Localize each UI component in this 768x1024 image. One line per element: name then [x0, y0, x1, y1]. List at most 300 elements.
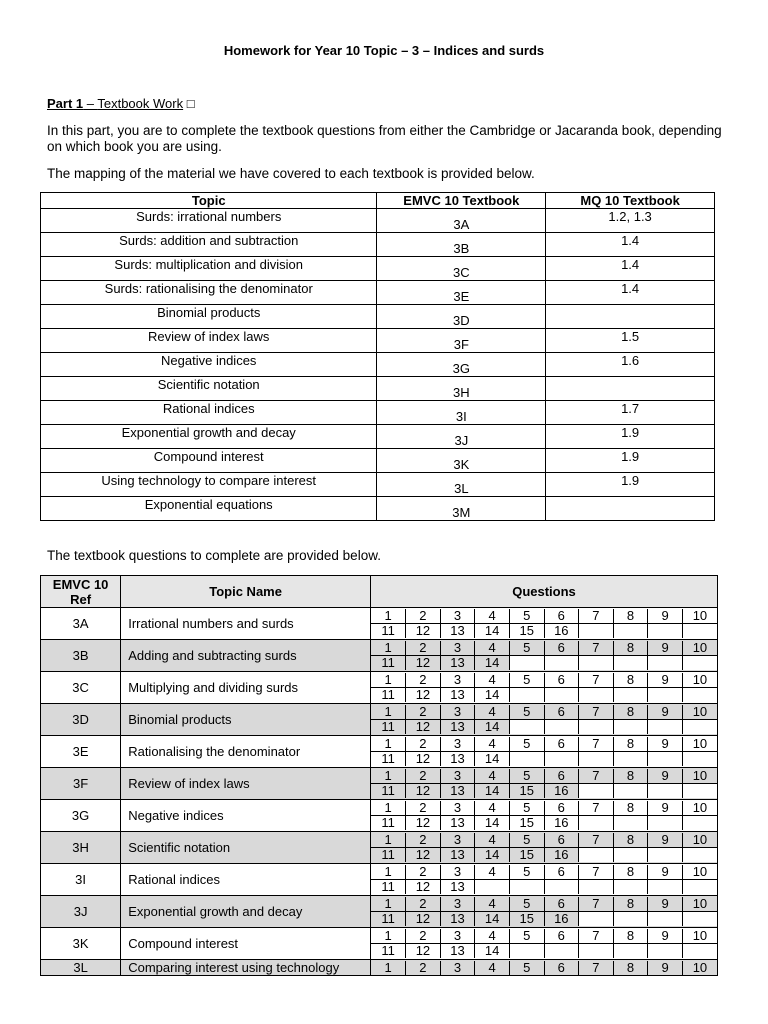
topic-name-cell: Binomial products — [121, 704, 371, 736]
question-number: 5 — [509, 929, 544, 944]
question-grid — [371, 897, 717, 926]
topic-name-cell: Adding and subtracting surds — [121, 640, 371, 672]
ref-cell: 3I — [41, 864, 121, 896]
question-number: 9 — [648, 673, 683, 688]
emvc-cell: 3C — [377, 257, 546, 281]
question-number: 5 — [509, 609, 544, 624]
question-line — [371, 801, 717, 816]
ref-cell: 3L — [41, 960, 121, 976]
mq-cell: 1.4 — [546, 281, 715, 305]
question-number: 6 — [544, 737, 579, 752]
topic-name-cell: Comparing interest using technology — [121, 960, 371, 976]
question-number: 13 — [440, 816, 475, 831]
mapping-row — [41, 449, 715, 473]
question-number — [682, 880, 717, 895]
question-number: 8 — [613, 833, 648, 848]
topic-name-cell: Review of index laws — [121, 768, 371, 800]
ref-cell: 3D — [41, 704, 121, 736]
question-number: 12 — [406, 752, 441, 767]
ref-cell: 3G — [41, 800, 121, 832]
mq-cell: 1.9 — [546, 425, 715, 449]
topic-name-cell: Negative indices — [121, 800, 371, 832]
question-number: 9 — [648, 865, 683, 880]
question-number: 11 — [371, 944, 406, 959]
mapping-row — [41, 425, 715, 449]
question-grid — [371, 737, 717, 766]
question-number: 10 — [682, 865, 717, 880]
question-number: 1 — [371, 801, 406, 816]
questions-row — [41, 832, 718, 864]
questions-row — [41, 608, 718, 640]
ref-cell: 3J — [41, 896, 121, 928]
questions-cell — [371, 864, 718, 896]
question-number: 11 — [371, 912, 406, 927]
question-number: 11 — [371, 720, 406, 735]
topic-cell: Review of index laws — [41, 329, 377, 353]
question-number: 10 — [682, 737, 717, 752]
question-number: 3 — [440, 737, 475, 752]
question-number: 4 — [475, 673, 510, 688]
question-number: 7 — [579, 865, 614, 880]
mq-cell — [546, 377, 715, 401]
question-number: 9 — [648, 705, 683, 720]
question-grid — [371, 641, 717, 670]
mq-cell: 1.6 — [546, 353, 715, 377]
header-ref: EMVC 10 Ref — [41, 576, 121, 608]
mapping-header-row — [41, 193, 715, 209]
question-number: 10 — [682, 801, 717, 816]
question-number: 5 — [509, 769, 544, 784]
question-number: 7 — [579, 737, 614, 752]
question-number: 14 — [475, 816, 510, 831]
question-number: 15 — [509, 784, 544, 799]
question-number — [579, 848, 614, 863]
question-number: 7 — [579, 961, 614, 975]
question-number: 1 — [371, 961, 406, 975]
ref-cell: 3K — [41, 928, 121, 960]
emvc-cell: 3A — [377, 209, 546, 233]
question-number: 10 — [682, 833, 717, 848]
question-number — [613, 784, 648, 799]
ref-cell: 3C — [41, 672, 121, 704]
question-line — [371, 641, 717, 656]
question-number: 9 — [648, 801, 683, 816]
question-number: 1 — [371, 769, 406, 784]
question-number — [613, 880, 648, 895]
topic-name-cell: Irrational numbers and surds — [121, 608, 371, 640]
question-number: 8 — [613, 673, 648, 688]
question-line — [371, 897, 717, 912]
question-number: 7 — [579, 833, 614, 848]
mapping-row — [41, 329, 715, 353]
question-number: 2 — [406, 865, 441, 880]
question-number: 16 — [544, 912, 579, 927]
question-number: 9 — [648, 609, 683, 624]
question-grid — [371, 961, 717, 975]
emvc-cell: 3F — [377, 329, 546, 353]
question-number — [648, 944, 683, 959]
questions-body — [41, 608, 718, 976]
question-number: 4 — [475, 961, 510, 975]
question-number — [682, 784, 717, 799]
ref-cell: 3H — [41, 832, 121, 864]
question-number: 8 — [613, 897, 648, 912]
question-number: 12 — [406, 624, 441, 639]
question-grid — [371, 929, 717, 958]
question-number — [648, 816, 683, 831]
question-line — [371, 609, 717, 624]
question-number — [544, 752, 579, 767]
question-number: 3 — [440, 897, 475, 912]
question-number — [648, 784, 683, 799]
question-number: 9 — [648, 769, 683, 784]
questions-cell — [371, 896, 718, 928]
topic-cell: Surds: irrational numbers — [41, 209, 377, 233]
question-number — [613, 752, 648, 767]
question-number: 2 — [406, 641, 441, 656]
question-number: 6 — [544, 833, 579, 848]
questions-row — [41, 864, 718, 896]
question-number: 11 — [371, 880, 406, 895]
question-number — [509, 720, 544, 735]
question-number: 8 — [613, 769, 648, 784]
questions-cell — [371, 640, 718, 672]
topic-name-cell: Rationalising the denominator — [121, 736, 371, 768]
question-line — [371, 673, 717, 688]
question-number: 11 — [371, 784, 406, 799]
questions-cell — [371, 928, 718, 960]
question-line — [371, 944, 717, 959]
question-number — [579, 752, 614, 767]
topic-name-cell: Compound interest — [121, 928, 371, 960]
question-number — [509, 656, 544, 671]
question-number: 2 — [406, 961, 441, 975]
question-number — [509, 880, 544, 895]
questions-row — [41, 640, 718, 672]
question-number — [682, 816, 717, 831]
question-number — [682, 656, 717, 671]
topic-cell: Surds: multiplication and division — [41, 257, 377, 281]
question-number — [544, 880, 579, 895]
question-number — [579, 784, 614, 799]
mq-cell: 1.2, 1.3 — [546, 209, 715, 233]
question-number — [579, 816, 614, 831]
question-number: 16 — [544, 624, 579, 639]
header-topic-name: Topic Name — [121, 576, 371, 608]
questions-cell — [371, 608, 718, 640]
question-number — [682, 848, 717, 863]
question-number: 5 — [509, 737, 544, 752]
question-number: 1 — [371, 673, 406, 688]
question-number: 14 — [475, 912, 510, 927]
question-grid — [371, 801, 717, 830]
question-number: 1 — [371, 897, 406, 912]
emvc-cell: 3M — [377, 497, 546, 521]
header-mq: MQ 10 Textbook — [546, 193, 715, 209]
question-number: 14 — [475, 784, 510, 799]
header-topic: Topic — [41, 193, 377, 209]
question-number — [613, 816, 648, 831]
question-number: 13 — [440, 784, 475, 799]
part-dash: – — [83, 96, 98, 111]
mapping-row — [41, 209, 715, 233]
question-number — [648, 624, 683, 639]
emvc-cell: 3E — [377, 281, 546, 305]
question-number: 15 — [509, 912, 544, 927]
topic-name-cell: Rational indices — [121, 864, 371, 896]
question-number: 13 — [440, 880, 475, 895]
question-line — [371, 961, 717, 975]
topic-name-cell: Multiplying and dividing surds — [121, 672, 371, 704]
mq-cell: 1.9 — [546, 449, 715, 473]
question-number — [509, 944, 544, 959]
part-name: Textbook Work — [97, 96, 184, 111]
question-line — [371, 705, 717, 720]
question-number: 4 — [475, 641, 510, 656]
question-number — [475, 880, 510, 895]
question-number: 14 — [475, 720, 510, 735]
question-number: 8 — [613, 641, 648, 656]
question-number — [544, 656, 579, 671]
topic-cell: Using technology to compare interest — [41, 473, 377, 497]
mapping-body — [41, 209, 715, 521]
question-number: 3 — [440, 609, 475, 624]
question-number: 12 — [406, 816, 441, 831]
question-number — [613, 848, 648, 863]
question-number — [613, 656, 648, 671]
question-number: 13 — [440, 752, 475, 767]
question-number — [682, 624, 717, 639]
question-number: 6 — [544, 673, 579, 688]
question-number: 10 — [682, 705, 717, 720]
emvc-cell: 3J — [377, 425, 546, 449]
mapping-row — [41, 305, 715, 329]
question-number: 5 — [509, 801, 544, 816]
question-number: 11 — [371, 656, 406, 671]
question-number: 5 — [509, 961, 544, 975]
question-number: 8 — [613, 705, 648, 720]
question-number — [648, 720, 683, 735]
question-number: 3 — [440, 769, 475, 784]
question-number: 12 — [406, 848, 441, 863]
question-number: 12 — [406, 656, 441, 671]
questions-row — [41, 672, 718, 704]
emvc-cell: 3H — [377, 377, 546, 401]
question-number: 1 — [371, 609, 406, 624]
question-number: 8 — [613, 609, 648, 624]
question-number: 10 — [682, 609, 717, 624]
question-number — [648, 688, 683, 703]
question-number — [648, 912, 683, 927]
question-number: 3 — [440, 865, 475, 880]
topic-cell: Surds: addition and subtraction — [41, 233, 377, 257]
mapping-row — [41, 233, 715, 257]
questions-cell — [371, 736, 718, 768]
topic-cell: Compound interest — [41, 449, 377, 473]
question-number: 6 — [544, 609, 579, 624]
question-number: 10 — [682, 897, 717, 912]
part-label: Part 1 — [47, 96, 84, 111]
question-number: 7 — [579, 929, 614, 944]
question-number: 10 — [682, 929, 717, 944]
question-number: 2 — [406, 609, 441, 624]
question-number: 15 — [509, 624, 544, 639]
question-number — [509, 752, 544, 767]
question-number: 7 — [579, 769, 614, 784]
question-grid — [371, 865, 717, 894]
questions-cell — [371, 800, 718, 832]
question-number: 8 — [613, 961, 648, 975]
question-number: 2 — [406, 769, 441, 784]
topic-cell: Rational indices — [41, 401, 377, 425]
topic-name-cell: Exponential growth and decay — [121, 896, 371, 928]
emvc-cell: 3K — [377, 449, 546, 473]
mapping-row — [41, 353, 715, 377]
question-number: 14 — [475, 944, 510, 959]
question-number: 3 — [440, 961, 475, 975]
questions-table — [40, 575, 718, 976]
question-number: 6 — [544, 929, 579, 944]
header-emvc: EMVC 10 Textbook — [377, 193, 546, 209]
question-number: 3 — [440, 641, 475, 656]
question-number: 3 — [440, 673, 475, 688]
question-number — [579, 880, 614, 895]
question-number: 5 — [509, 833, 544, 848]
question-number — [579, 656, 614, 671]
topic-cell: Exponential growth and decay — [41, 425, 377, 449]
question-number: 14 — [475, 656, 510, 671]
question-number: 6 — [544, 705, 579, 720]
question-number: 2 — [406, 897, 441, 912]
questions-cell — [371, 672, 718, 704]
questions-cell — [371, 768, 718, 800]
question-number: 14 — [475, 688, 510, 703]
question-number: 1 — [371, 737, 406, 752]
question-number: 8 — [613, 929, 648, 944]
question-number: 4 — [475, 865, 510, 880]
mapping-row — [41, 377, 715, 401]
question-number: 8 — [613, 865, 648, 880]
question-number: 1 — [371, 641, 406, 656]
question-number: 11 — [371, 816, 406, 831]
question-line — [371, 688, 717, 703]
mapping-intro: The mapping of the material we have covered to each textbook is provided below. — [47, 166, 535, 181]
question-line — [371, 880, 717, 895]
questions-row — [41, 704, 718, 736]
mapping-row — [41, 401, 715, 425]
question-number: 11 — [371, 688, 406, 703]
question-number: 1 — [371, 833, 406, 848]
question-number — [544, 720, 579, 735]
topic-cell: Binomial products — [41, 305, 377, 329]
question-number — [648, 656, 683, 671]
question-number: 6 — [544, 961, 579, 975]
question-number: 4 — [475, 737, 510, 752]
question-number: 14 — [475, 624, 510, 639]
question-number — [613, 688, 648, 703]
question-number: 2 — [406, 673, 441, 688]
header-questions: Questions — [371, 576, 718, 608]
question-grid — [371, 609, 717, 638]
question-number: 16 — [544, 816, 579, 831]
question-number — [509, 688, 544, 703]
question-number: 5 — [509, 897, 544, 912]
question-number — [579, 720, 614, 735]
question-line — [371, 912, 717, 927]
question-number — [579, 912, 614, 927]
question-line — [371, 816, 717, 831]
questions-row — [41, 800, 718, 832]
mapping-row — [41, 473, 715, 497]
question-number: 7 — [579, 609, 614, 624]
mapping-row — [41, 497, 715, 521]
question-number — [648, 848, 683, 863]
mapping-row — [41, 257, 715, 281]
question-number — [579, 944, 614, 959]
question-number — [682, 944, 717, 959]
question-line — [371, 769, 717, 784]
question-number: 2 — [406, 929, 441, 944]
question-number: 5 — [509, 705, 544, 720]
questions-header-row — [41, 576, 718, 608]
question-number: 14 — [475, 848, 510, 863]
question-number: 9 — [648, 961, 683, 975]
questions-cell — [371, 704, 718, 736]
question-number: 5 — [509, 673, 544, 688]
emvc-cell: 3B — [377, 233, 546, 257]
question-number: 10 — [682, 961, 717, 975]
question-number: 12 — [406, 944, 441, 959]
question-number: 1 — [371, 705, 406, 720]
question-number: 16 — [544, 784, 579, 799]
checkbox-icon[interactable]: □ — [186, 96, 195, 111]
question-number — [648, 880, 683, 895]
question-number — [613, 912, 648, 927]
question-number: 7 — [579, 897, 614, 912]
question-number: 12 — [406, 720, 441, 735]
topic-cell: Negative indices — [41, 353, 377, 377]
question-number: 2 — [406, 705, 441, 720]
question-number: 6 — [544, 865, 579, 880]
question-number — [682, 912, 717, 927]
question-number: 8 — [613, 737, 648, 752]
question-grid — [371, 833, 717, 862]
ref-cell: 3B — [41, 640, 121, 672]
question-number: 2 — [406, 833, 441, 848]
question-number: 1 — [371, 865, 406, 880]
questions-row — [41, 736, 718, 768]
ref-cell: 3E — [41, 736, 121, 768]
question-number — [544, 944, 579, 959]
question-line — [371, 752, 717, 767]
questions-row — [41, 928, 718, 960]
question-number: 7 — [579, 641, 614, 656]
question-number — [682, 688, 717, 703]
questions-row — [41, 960, 718, 976]
part-heading — [47, 96, 195, 111]
question-number: 3 — [440, 929, 475, 944]
mq-cell — [546, 305, 715, 329]
questions-cell — [371, 960, 718, 976]
topic-cell: Exponential equations — [41, 497, 377, 521]
questions-intro: The textbook questions to complete are provided below. — [47, 548, 381, 563]
question-number — [682, 752, 717, 767]
question-number: 4 — [475, 769, 510, 784]
question-number: 11 — [371, 624, 406, 639]
question-number: 7 — [579, 705, 614, 720]
question-number: 7 — [579, 801, 614, 816]
question-number: 6 — [544, 641, 579, 656]
